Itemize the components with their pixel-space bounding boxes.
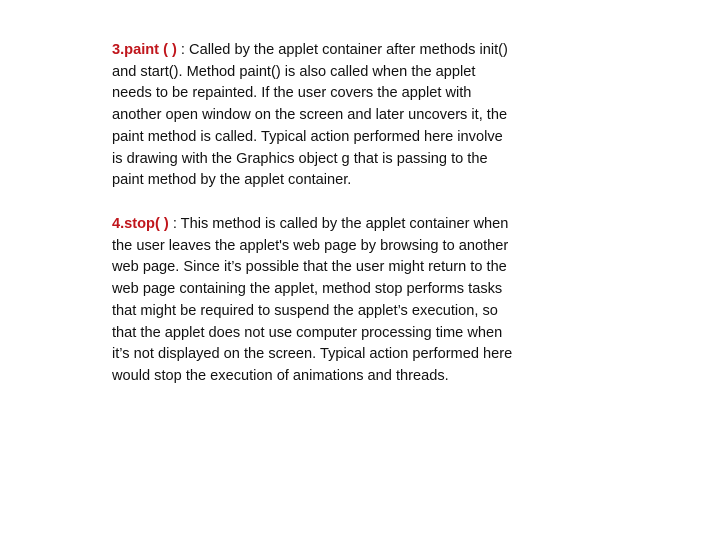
text-line: another open window on the screen and later uncovers it, the xyxy=(112,107,508,124)
text-line: that the applet does not use computer processing time when xyxy=(112,324,503,341)
text-line xyxy=(112,40,582,62)
text-line: and start(). Method paint() is also called when the applet xyxy=(112,63,476,80)
text-line xyxy=(112,214,582,236)
paint-method-paragraph xyxy=(112,40,582,192)
paint-method-label: 3.paint ( ) xyxy=(112,42,177,58)
text-line: needs to be repainted. If the user covers the applet with xyxy=(112,85,472,102)
text-line: paint method is called. Typical action performed here involve xyxy=(112,128,503,145)
text-line-content: : This method is called by the applet container when xyxy=(168,216,509,232)
text-line-content: : Called by the applet container after methods init() xyxy=(176,42,508,58)
text-line: web page. Since it’s possible that the user might return to the xyxy=(112,259,507,276)
text-line: the user leaves the applet's web page by browsing to another xyxy=(112,237,509,254)
stop-method-paragraph xyxy=(112,214,582,388)
text-line: it’s not displayed on the screen. Typical action performed here xyxy=(112,346,513,363)
text-line: paint method by the applet container. xyxy=(112,172,352,189)
text-line: is drawing with the Graphics object g that is passing to the xyxy=(112,150,488,167)
text-line: web page containing the applet, method stop performs tasks xyxy=(112,281,503,298)
text-line: would stop the execution of animations and threads. xyxy=(112,367,449,384)
text-line: that might be required to suspend the applet’s execution, so xyxy=(112,302,498,319)
stop-method-label: 4.stop( ) xyxy=(112,216,169,232)
